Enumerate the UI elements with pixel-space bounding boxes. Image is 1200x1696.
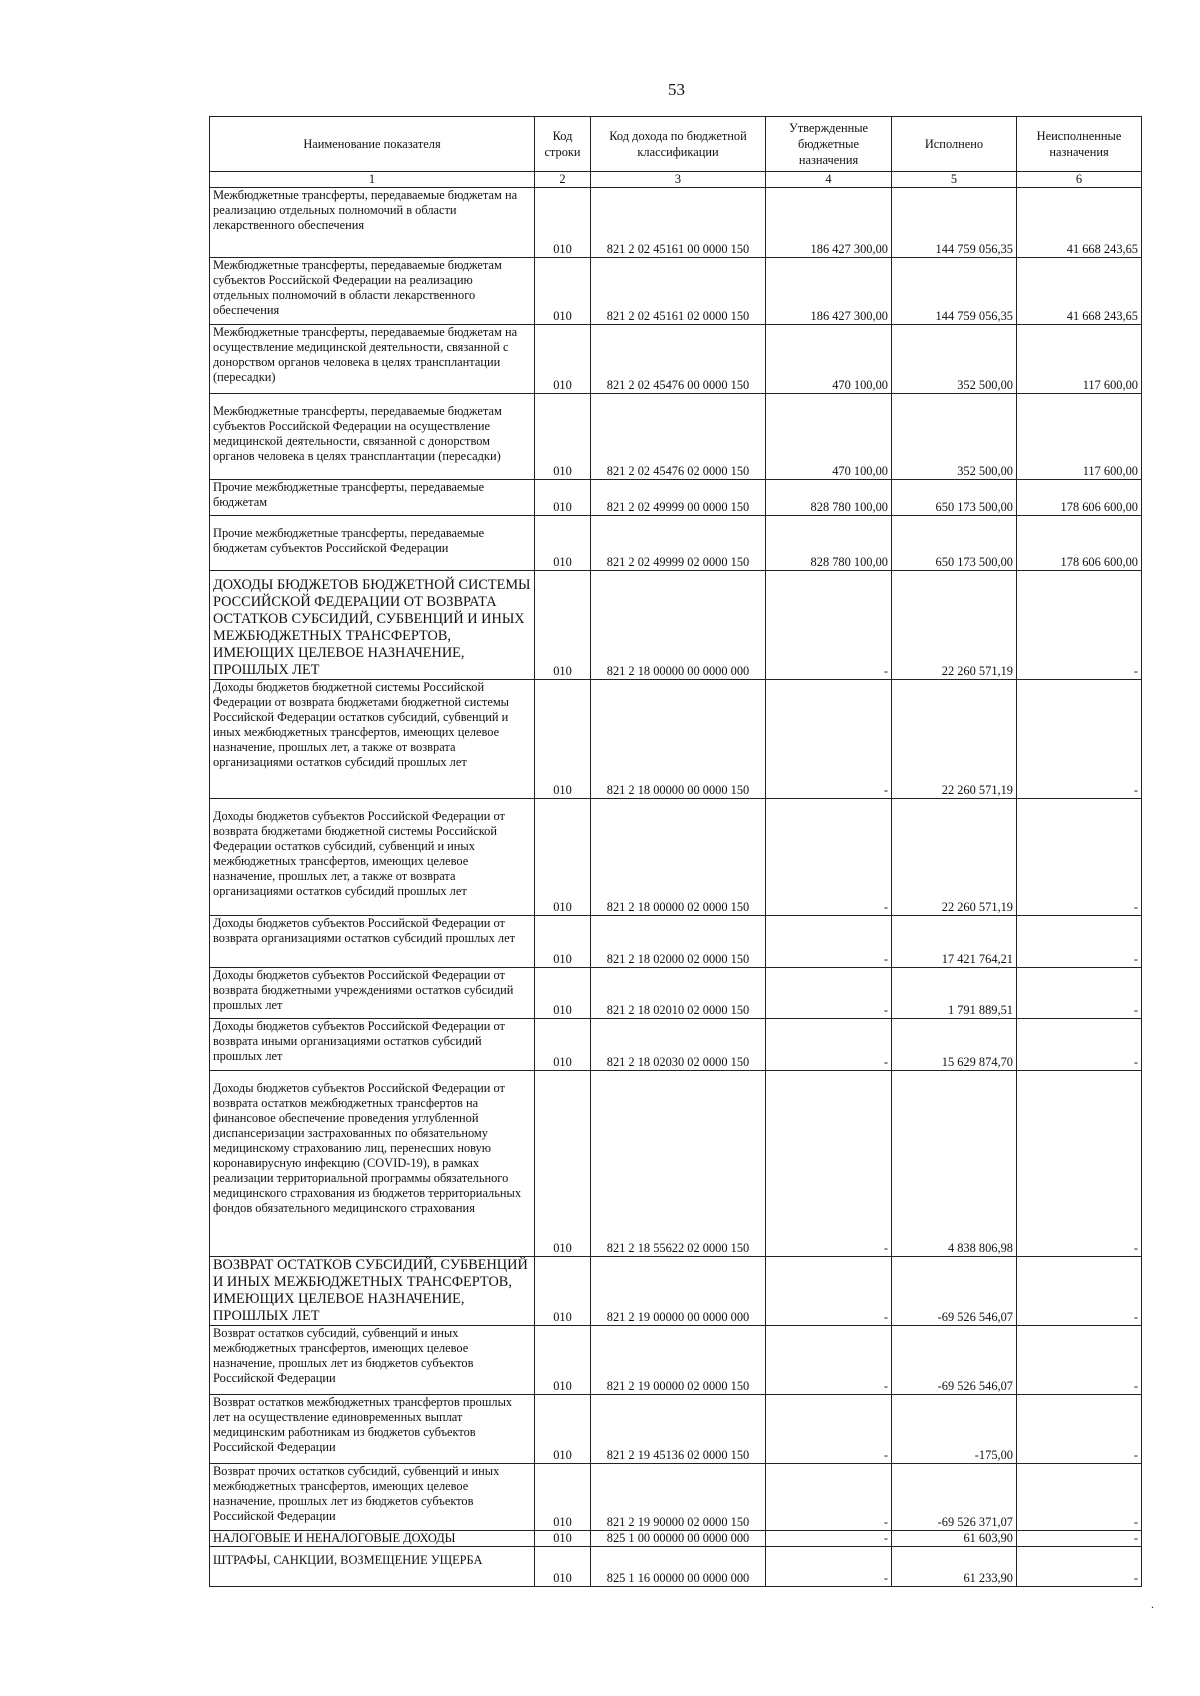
- table-row: [210, 1531, 1142, 1547]
- row-approved: -: [766, 1019, 892, 1071]
- row-approved: -: [766, 1531, 892, 1547]
- row-executed: 22 260 571,19: [892, 571, 1017, 680]
- row-name: Доходы бюджетов субъектов Российской Федерации от возврата бюджетными учреждениями остатков субсидий прошлых лет: [210, 968, 535, 1019]
- row-unexecuted: 178 606 600,00: [1017, 480, 1142, 516]
- row-approved: -: [766, 1071, 892, 1257]
- row-executed: 22 260 571,19: [892, 799, 1017, 916]
- row-executed: 61 603,90: [892, 1531, 1017, 1547]
- table-row: [210, 1071, 1142, 1257]
- column-number: 4: [766, 172, 892, 188]
- row-line-code: 010: [535, 1019, 591, 1071]
- row-line-code: 010: [535, 325, 591, 394]
- row-classification-code: 821 2 19 45136 02 0000 150: [591, 1395, 766, 1464]
- row-unexecuted: -: [1017, 968, 1142, 1019]
- row-unexecuted: -: [1017, 1257, 1142, 1326]
- row-classification-code: 825 1 00 00000 00 0000 000: [591, 1531, 766, 1547]
- row-executed: 352 500,00: [892, 394, 1017, 480]
- row-approved: 186 427 300,00: [766, 258, 892, 325]
- column-number: 6: [1017, 172, 1142, 188]
- header-unexecuted: Неисполненные назначения: [1017, 117, 1142, 172]
- row-line-code: 010: [535, 1464, 591, 1531]
- row-approved: -: [766, 571, 892, 680]
- table-row: [210, 188, 1142, 258]
- row-approved: -: [766, 1257, 892, 1326]
- row-executed: 650 173 500,00: [892, 516, 1017, 571]
- row-executed: 1 791 889,51: [892, 968, 1017, 1019]
- row-classification-code: 821 2 18 02000 02 0000 150: [591, 916, 766, 968]
- row-executed: 61 233,90: [892, 1547, 1017, 1587]
- row-classification-code: 821 2 19 00000 02 0000 150: [591, 1326, 766, 1395]
- row-line-code: 010: [535, 1071, 591, 1257]
- row-classification-code: 825 1 16 00000 00 0000 000: [591, 1547, 766, 1587]
- row-approved: -: [766, 799, 892, 916]
- row-classification-code: 821 2 19 90000 02 0000 150: [591, 1464, 766, 1531]
- table-row: [210, 1257, 1142, 1326]
- header-classification-code: Код дохода по бюджетной классификации: [591, 117, 766, 172]
- row-approved: 470 100,00: [766, 325, 892, 394]
- row-line-code: 010: [535, 1395, 591, 1464]
- row-name: ШТРАФЫ, САНКЦИИ, ВОЗМЕЩЕНИЕ УЩЕРБА: [210, 1547, 535, 1587]
- row-name: Доходы бюджетов субъектов Российской Федерации от возврата бюджетами бюджетной системы Российской Федерации остатков субсидий, субвенций и иных межбюджетных трансфертов, имеющих целевое назначение, прошлых лет, а также от возврата организациями остатков субсидий прошлых лет: [210, 799, 535, 916]
- page-number: 53: [668, 80, 685, 99]
- table-row: [210, 1464, 1142, 1531]
- row-name: Доходы бюджетов субъектов Российской Федерации от возврата организациями остатков субсидий прошлых лет: [210, 916, 535, 968]
- row-unexecuted: 41 668 243,65: [1017, 258, 1142, 325]
- row-name: НАЛОГОВЫЕ И НЕНАЛОГОВЫЕ ДОХОДЫ: [210, 1531, 535, 1547]
- header-executed: Исполнено: [892, 117, 1017, 172]
- table-row: [210, 325, 1142, 394]
- row-unexecuted: -: [1017, 1019, 1142, 1071]
- row-name: Межбюджетные трансферты, передаваемые бюджетам субъектов Российской Федерации на реализацию отдельных полномочий в области лекарственного обеспечения: [210, 258, 535, 325]
- row-approved: -: [766, 1464, 892, 1531]
- row-unexecuted: 178 606 600,00: [1017, 516, 1142, 571]
- trailing-mark: .: [1151, 1597, 1154, 1611]
- column-number-row: [210, 172, 1142, 188]
- row-name: Возврат остатков субсидий, субвенций и иных межбюджетных трансфертов, имеющих целевое назначение, прошлых лет из бюджетов субъектов Российской Федерации: [210, 1326, 535, 1395]
- row-unexecuted: -: [1017, 1326, 1142, 1395]
- row-name: Межбюджетные трансферты, передаваемые бюджетам на реализацию отдельных полномочий в области лекарственного обеспечения: [210, 188, 535, 258]
- row-line-code: 010: [535, 1531, 591, 1547]
- row-unexecuted: -: [1017, 680, 1142, 799]
- row-name: Возврат прочих остатков субсидий, субвенций и иных межбюджетных трансфертов, имеющих целевое назначение, прошлых лет из бюджетов субъектов Российской Федерации: [210, 1464, 535, 1531]
- row-executed: -69 526 546,07: [892, 1326, 1017, 1395]
- table-row: [210, 968, 1142, 1019]
- table-row: [210, 916, 1142, 968]
- row-classification-code: 821 2 18 02010 02 0000 150: [591, 968, 766, 1019]
- row-line-code: 010: [535, 968, 591, 1019]
- row-classification-code: 821 2 02 49999 02 0000 150: [591, 516, 766, 571]
- row-unexecuted: -: [1017, 916, 1142, 968]
- row-classification-code: 821 2 02 45161 02 0000 150: [591, 258, 766, 325]
- column-number: 2: [535, 172, 591, 188]
- row-classification-code: 821 2 18 00000 02 0000 150: [591, 799, 766, 916]
- row-line-code: 010: [535, 680, 591, 799]
- table-row: [210, 516, 1142, 571]
- column-number: 3: [591, 172, 766, 188]
- row-approved: -: [766, 1547, 892, 1587]
- row-line-code: 010: [535, 571, 591, 680]
- row-line-code: 010: [535, 188, 591, 258]
- row-classification-code: 821 2 18 55622 02 0000 150: [591, 1071, 766, 1257]
- row-executed: 22 260 571,19: [892, 680, 1017, 799]
- column-number: 5: [892, 172, 1017, 188]
- row-unexecuted: -: [1017, 799, 1142, 916]
- row-executed: 650 173 500,00: [892, 480, 1017, 516]
- row-unexecuted: 41 668 243,65: [1017, 188, 1142, 258]
- row-line-code: 010: [535, 1257, 591, 1326]
- column-number: 1: [210, 172, 535, 188]
- row-executed: 4 838 806,98: [892, 1071, 1017, 1257]
- row-line-code: 010: [535, 799, 591, 916]
- header-indicator-name: Наименование показателя: [210, 117, 535, 172]
- row-approved: 186 427 300,00: [766, 188, 892, 258]
- row-classification-code: 821 2 02 45161 00 0000 150: [591, 188, 766, 258]
- row-approved: -: [766, 916, 892, 968]
- row-line-code: 010: [535, 480, 591, 516]
- row-unexecuted: 117 600,00: [1017, 325, 1142, 394]
- row-line-code: 010: [535, 258, 591, 325]
- row-classification-code: 821 2 02 45476 00 0000 150: [591, 325, 766, 394]
- row-unexecuted: -: [1017, 1071, 1142, 1257]
- row-name: Прочие межбюджетные трансферты, передаваемые бюджетам: [210, 480, 535, 516]
- row-line-code: 010: [535, 1547, 591, 1587]
- row-approved: -: [766, 680, 892, 799]
- header-approved: Утвержденные бюджетные назначения: [766, 117, 892, 172]
- row-executed: -69 526 546,07: [892, 1257, 1017, 1326]
- row-unexecuted: -: [1017, 1531, 1142, 1547]
- table-row: [210, 799, 1142, 916]
- table-row: [210, 480, 1142, 516]
- row-executed: 144 759 056,35: [892, 258, 1017, 325]
- table-row: [210, 680, 1142, 799]
- row-executed: -69 526 371,07: [892, 1464, 1017, 1531]
- row-line-code: 010: [535, 394, 591, 480]
- table-row: [210, 1395, 1142, 1464]
- row-name: Межбюджетные трансферты, передаваемые бюджетам субъектов Российской Федерации на осуществление медицинской деятельности, связанной с донорством органов человека в целях трансплантации (пересадки): [210, 394, 535, 480]
- row-approved: 828 780 100,00: [766, 516, 892, 571]
- budget-execution-table: [209, 116, 1142, 1587]
- row-classification-code: 821 2 18 00000 00 0000 150: [591, 680, 766, 799]
- row-unexecuted: -: [1017, 1464, 1142, 1531]
- row-executed: 17 421 764,21: [892, 916, 1017, 968]
- row-unexecuted: -: [1017, 571, 1142, 680]
- row-name: Доходы бюджетов субъектов Российской Федерации от возврата остатков межбюджетных трансфертов на финансовое обеспечение проведения углубленной диспансеризации застрахованных по обязательному медицинскому страхованию лиц, перенесших новую коронавирусную инфекцию (COVID-19), в рамках реализации территориальной программы обязательного медицинского страхования из бюджетов территориальных фондов обязательного медицинского страхования: [210, 1071, 535, 1257]
- row-executed: 144 759 056,35: [892, 188, 1017, 258]
- row-line-code: 010: [535, 516, 591, 571]
- header-line-code: Код строки: [535, 117, 591, 172]
- row-line-code: 010: [535, 1326, 591, 1395]
- row-unexecuted: -: [1017, 1547, 1142, 1587]
- header-row: [210, 117, 1142, 172]
- table-row: [210, 1326, 1142, 1395]
- row-name: Возврат остатков межбюджетных трансфертов прошлых лет на осуществление единовременных выплат медицинским работникам из бюджетов субъектов Российской Федерации: [210, 1395, 535, 1464]
- table-row: [210, 571, 1142, 680]
- row-approved: -: [766, 1395, 892, 1464]
- row-name: ДОХОДЫ БЮДЖЕТОВ БЮДЖЕТНОЙ СИСТЕМЫ РОССИЙСКОЙ ФЕДЕРАЦИИ ОТ ВОЗВРАТА ОСТАТКОВ СУБСИДИЙ, СУБВЕНЦИЙ И ИНЫХ МЕЖБЮДЖЕТНЫХ ТРАНСФЕРТОВ, ИМЕЮЩИХ ЦЕЛЕВОЕ НАЗНАЧЕНИЕ, ПРОШЛЫХ ЛЕТ: [210, 571, 535, 680]
- row-classification-code: 821 2 02 49999 00 0000 150: [591, 480, 766, 516]
- row-approved: 828 780 100,00: [766, 480, 892, 516]
- row-approved: -: [766, 1326, 892, 1395]
- row-approved: -: [766, 968, 892, 1019]
- row-executed: 15 629 874,70: [892, 1019, 1017, 1071]
- row-approved: 470 100,00: [766, 394, 892, 480]
- row-name: Доходы бюджетов субъектов Российской Федерации от возврата иными организациями остатков субсидий прошлых лет: [210, 1019, 535, 1071]
- row-name: Прочие межбюджетные трансферты, передаваемые бюджетам субъектов Российской Федерации: [210, 516, 535, 571]
- row-executed: -175,00: [892, 1395, 1017, 1464]
- row-name: Доходы бюджетов бюджетной системы Российской Федерации от возврата бюджетами бюджетной системы Российской Федерации остатков субсидий, субвенций и иных межбюджетных трансфертов, имеющих целевое назначение, прошлых лет, а также от возврата организациями остатков субсидий прошлых лет: [210, 680, 535, 799]
- row-classification-code: 821 2 18 02030 02 0000 150: [591, 1019, 766, 1071]
- table-row: [210, 1547, 1142, 1587]
- row-name: Межбюджетные трансферты, передаваемые бюджетам на осуществление медицинской деятельности, связанной с донорством органов человека в целях трансплантации (пересадки): [210, 325, 535, 394]
- row-classification-code: 821 2 19 00000 00 0000 000: [591, 1257, 766, 1326]
- row-unexecuted: -: [1017, 1395, 1142, 1464]
- table-row: [210, 394, 1142, 480]
- row-unexecuted: 117 600,00: [1017, 394, 1142, 480]
- row-executed: 352 500,00: [892, 325, 1017, 394]
- row-name: ВОЗВРАТ ОСТАТКОВ СУБСИДИЙ, СУБВЕНЦИЙ И ИНЫХ МЕЖБЮДЖЕТНЫХ ТРАНСФЕРТОВ, ИМЕЮЩИХ ЦЕЛЕВОЕ НАЗНАЧЕНИЕ, ПРОШЛЫХ ЛЕТ: [210, 1257, 535, 1326]
- row-line-code: 010: [535, 916, 591, 968]
- row-classification-code: 821 2 18 00000 00 0000 000: [591, 571, 766, 680]
- row-classification-code: 821 2 02 45476 02 0000 150: [591, 394, 766, 480]
- table-row: [210, 258, 1142, 325]
- table-row: [210, 1019, 1142, 1071]
